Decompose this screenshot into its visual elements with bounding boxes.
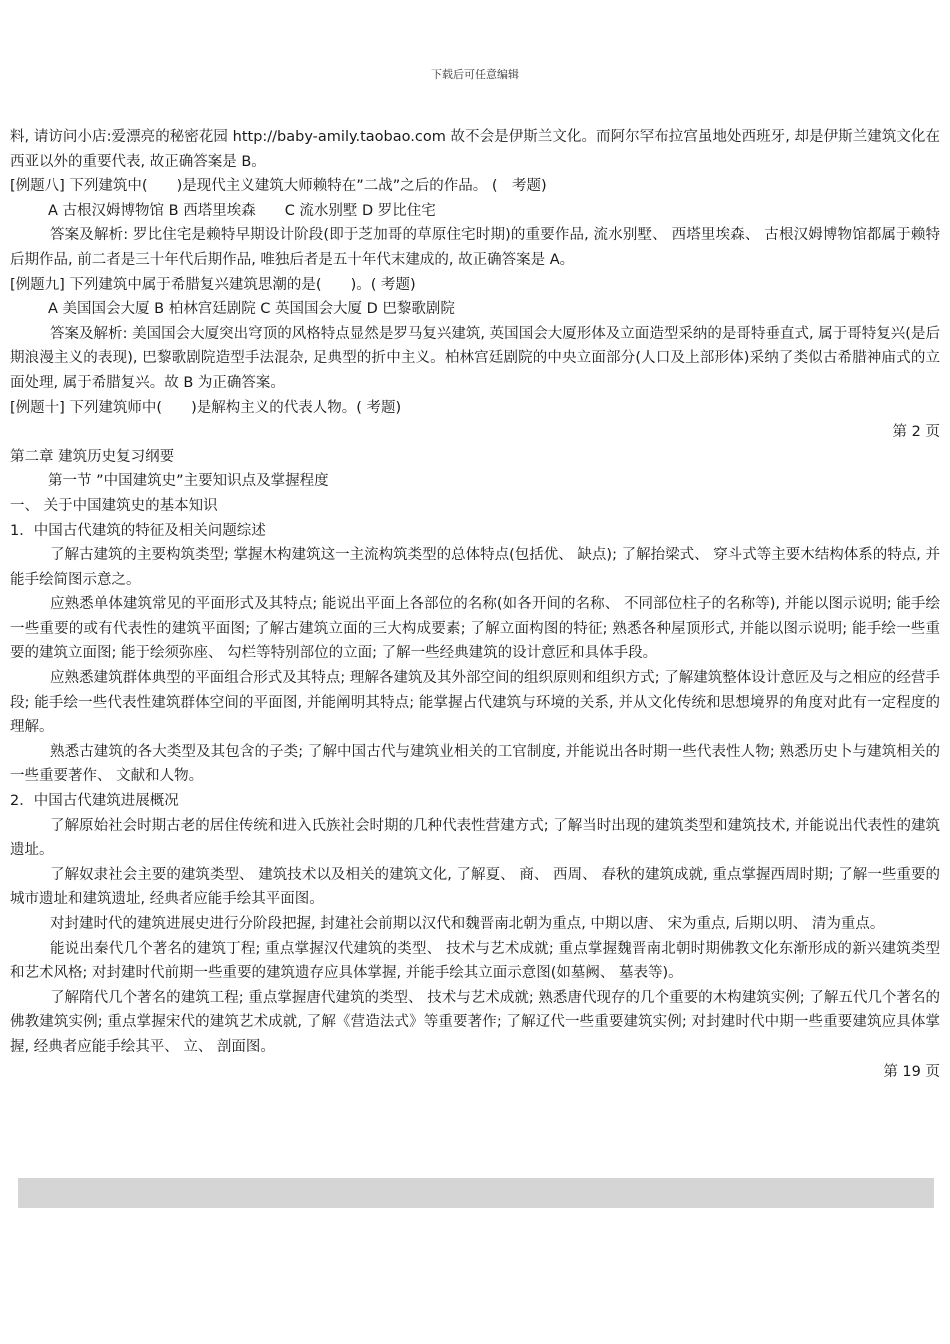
paragraph: 应熟悉建筑群体典型的平面组合形式及其特点; 理解各建筑及其外部空间的组织原则和组织方式; 了解建筑整体设计意匠及与之相应的经营手段; 能手绘一些代表性建筑群体空间的平面图, 并能阐明其特点; 能掌握占代建筑与环境的关系, 并从文化传统和思想境界的角度对此有一定程度的理解。: [10, 670, 940, 736]
paragraph: [例题九] 下列建筑中属于希腊复兴建筑思潮的是( )。( 考题): [10, 276, 416, 293]
footer-gray-bar: [18, 1178, 934, 1208]
paragraph: 2．中国古代建筑进展概况: [10, 793, 179, 810]
paragraph: 能说出秦代几个著名的建筑丁程; 重点掌握汉代建筑的类型、 技术与艺术成就; 重点掌握魏晋南北朝时期佛教文化东渐形成的新兴建筑类型和艺术风格; 对封建时代前期一些重要的建筑遗存应具体掌握, 并能手绘其立面示意图(如墓阙、 墓表等)。: [10, 940, 940, 982]
paragraph: [例题八] 下列建筑中( )是现代主义建筑大师赖特在”二战”之后的作品。 ( 考题): [10, 178, 547, 195]
paragraph: 了解原始社会时期古老的居住传统和进入氏族社会时期的几种代表性营建方式; 了解当时出现的建筑类型和建筑技术, 并能说出代表性的建筑遗址。: [10, 817, 940, 859]
paragraph: 答案及解析: 罗比住宅是赖特早期设计阶段(即于芝加哥的草原住宅时期)的重要作品, 流水别墅、 西塔里埃森、 古根汉姆博物馆都属于赖特后期作品, 前二者是三十年代后期作品, 唯独后者是五十年代末建成的, 故正确答案是 A。: [10, 227, 940, 268]
page-number: 第 2 页: [892, 424, 940, 441]
paragraph: 一、 关于中国建筑史的基本知识: [10, 497, 218, 514]
page-number: 第 19 页: [883, 1063, 940, 1080]
paragraph: 第一节 ”中国建筑史”主要知识点及掌握程度: [48, 473, 329, 490]
page-header-note: 下载后可任意编辑: [431, 68, 519, 81]
paragraph: 了解奴隶社会主要的建筑类型、 建筑技术以及相关的建筑文化, 了解夏、 商、 西周、 春秋的建筑成就, 重点掌握西周时期; 了解一些重要的城市遗址和建筑遗址, 经典者应能手绘其平面图。: [10, 866, 940, 908]
paragraph: A 美国国会大厦 B 柏林宫廷剧院 C 英国国会大厦 D 巴黎歌剧院: [48, 301, 455, 318]
paragraph: 熟悉古建筑的各大类型及其包含的子类; 了解中国古代与建筑业相关的工官制度, 并能说出各时期一些代表性人物; 熟悉历史卜与建筑相关的一些重要著作、 文献和人物。: [10, 743, 940, 785]
paragraph: 了解古建筑的主要构筑类型; 掌握木构建筑这一主流构筑类型的总体特点(包括优、 缺点); 了解抬梁式、 穿斗式等主要木结构体系的特点, 并能手绘简图示意之。: [10, 547, 940, 588]
paragraph: [例题十] 下列建筑师中( )是解构主义的代表人物。( 考题): [10, 399, 402, 416]
paragraph: 应熟悉单体建筑常见的平面形式及其特点; 能说出平面上各部位的名称(如各开间的名称、 不同部位柱子的名称等), 并能以图示说明; 能手绘一些重要的或有代表性的建筑平面图; 了解古建筑立面的三大构成要素; 了解立面构图的特征; 熟悉各种屋顶形式, 并能以图示说明; 能手绘一些重要的建筑立面图; 能于绘须弥座、 勾栏等特别部位的立面; 了解一些经典建筑的设计意匠和具体手段。: [10, 596, 940, 662]
paragraph: 对封建时代的建筑进展史进行分阶段把握, 封建社会前期以汉代和魏晋南北朝为重点, 中期以唐、 宋为重点, 后期以明、 清为重点。: [50, 916, 885, 932]
paragraph: 料, 请访问小店:爱漂亮的秘密花园 http://baby-amily.taobao.com 故不会是伊斯兰文化。而阿尔罕布拉宫虽地处西班牙, 却是伊斯兰建筑文化在西亚以外的重要代表, 故正确答案是 B。: [10, 129, 940, 170]
paragraph: 答案及解析: 美国国会大厦突出穹顶的风格特点显然是罗马复兴建筑, 英国国会大厦形体及立面造型采纳的是哥特垂直式, 属于哥特复兴(是后期浪漫主义的表现), 巴黎歌剧院造型手法混杂, 足典型的折中主义。柏林宫廷剧院的中央立面部分(人口及上部形体)采纳了类似古希腊神庙式的立面处理, 属于希腊复兴。故 B 为正确答案。: [10, 325, 940, 391]
paragraph: 1．中国古代建筑的特征及相关问题综述: [10, 522, 266, 539]
document-body: [10, 125, 940, 1084]
paragraph: 了解隋代几个著名的建筑工程; 重点掌握唐代建筑的类型、 技术与艺术成就; 熟悉唐代现存的几个重要的木构建筑实例; 了解五代几个著名的佛教建筑实例; 重点掌握宋代的建筑艺术成就, 了解《营造法式》等重要著作; 了解辽代一些重要建筑实例; 对封建时代中期一些重要建筑应具体掌握, 经典者应能手绘其平、 立、 剖面图。: [10, 989, 940, 1055]
paragraph: A 古根汉姆博物馆 B 西塔里埃森 C 流水别墅 D 罗比住宅: [48, 202, 436, 219]
paragraph: 第二章 建筑历史复习纲要: [10, 448, 175, 465]
